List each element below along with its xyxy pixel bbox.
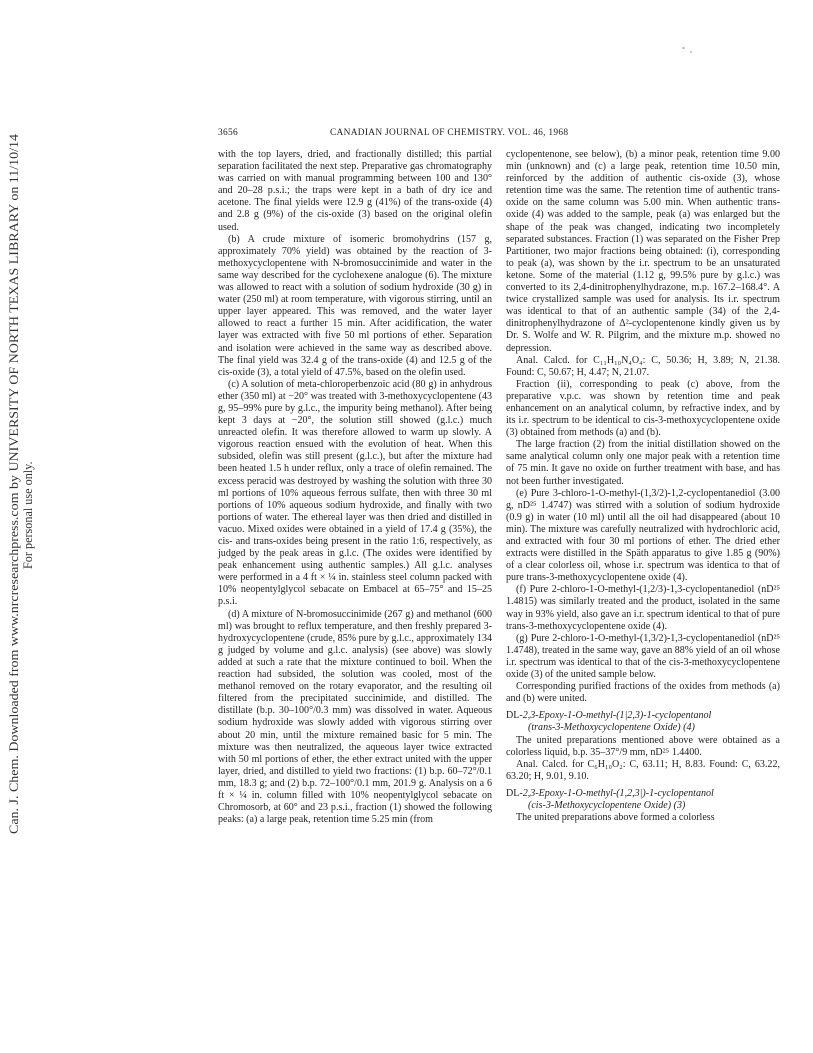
page-number: 3656 xyxy=(218,128,238,138)
scan-speck xyxy=(690,51,692,53)
paragraph: with the top layers, dried, and fractionally distilled; this partial separation facilitated the next step. Preparative gas chromatography was carried on with manual programming between 100 and 130° and 20–28 p.s.i.; the traps were kept in a bath of dry ice and acetone. The final yields were 12.9 g (41%) of the trans-oxide (4) and 2.8 g (9%) of the cis-oxide (3) based on the original olefin used. xyxy=(218,149,492,233)
paragraph: The large fraction (2) from the initial distillation showed on the same analytical column only one major peak with a retention time of 75 min. It gave no oxide on further treatment with base, and has not been further investigated. xyxy=(506,439,780,487)
journal-title: CANADIAN JOURNAL OF CHEMISTRY. VOL. 46, 1968 xyxy=(330,128,569,138)
section-heading-trans-oxide xyxy=(506,710,780,734)
analysis-line: Anal. Calcd. for C₆H₁₀O₂: C, 63.11; H, 8.83. Found: C, 63.22, 63.20; H, 9.01, 9.10. xyxy=(506,758,780,782)
paragraph: (b) A crude mixture of isomeric bromohydrins (157 g, approximately 70% yield) was obtained by the reaction of 3-methoxycyclopentene with N-bromosuccinimide and water in the same way described for the cyclohexene analogue (6). The mixture was allowed to react with a solution of sodium hydroxide (30 g) in water (250 ml) at room temperature, with vigorous stirring, until an upper layer appeared. This was removed, and the water layer allowed to react a further 15 min. After acidification, the water layer was extracted with five 50 ml portions of ether. Separation and isolation were achieved in the same way as described above. The final yield was 32.4 g of the trans-oxide (4) and 12.5 g of the cis-oxide (3), a total yield of 47.5%, based on the olefin used. xyxy=(218,233,492,378)
paragraph: Corresponding purified fractions of the oxides from methods (a) and (b) were united. xyxy=(506,681,780,705)
download-notice-line2: For personal use only. xyxy=(21,461,35,569)
download-notice-line1: Can. J. Chem. Downloaded from www.nrcresearchpress.com by UNIVERSITY OF NORTH TEXAS LIBRARY on 11/10/14 xyxy=(7,223,21,834)
heading-line1: -2,3-Epoxy-1-O-methyl-(1,2,3|)-1-cyclopentanol xyxy=(519,787,714,799)
analysis-line: Anal. Calcd. for C₁₁H₁₀N₄O₄: C, 50.36; H, 3.89; N, 21.38. Found: C, 50.67; H, 4.47; N, 21.07. xyxy=(506,354,780,378)
paragraph: The united preparations above formed a colorless xyxy=(516,812,715,824)
paragraph: Fraction (ii), corresponding to peak (c) above, from the preparative v.p.c. was shown by retention time and peak enhancement on an analytical column, by refractive index, and by its i.r. spectrum to be identical to cis-3-methoxycyclopentene oxide (3) obtained from methods (a) and (b). xyxy=(506,378,780,439)
heading-line1: -2,3-Epoxy-1-O-methyl-(1|2,3)-1-cyclopentanol xyxy=(519,710,712,722)
heading-prefix: DL xyxy=(506,787,520,799)
download-notice xyxy=(4,120,38,840)
running-header xyxy=(218,128,782,142)
paragraph: (c) A solution of meta-chloroperbenzoic acid (80 g) in anhydrous ether (350 ml) at −20° was treated with 3-methoxycyclopentene (43 g, 95–99% pure by g.l.c., the impurity being methanol). After being kept 3 days at −20°, the solution still showed (g.l.c.) much unreacted olefin. It was therefore allowed to warm up slowly. A vigorous reaction ensued with the evolution of heat. When this subsided, olefin was still present (g.l.c.), but after the mixture had been heated 1.5 h under reflux, only a trace of olefin remained. The excess peracid was destroyed by washing the solution with three 30 ml portions of 10% aqueous ferrous sulfate, then with three 30 ml portions of 10% aqueous sodium hydroxide, and finally with two portions of water. The ethereal layer was then dried and distilled in vacuo. Mixed oxides were obtained in a yield of 17.4 g (35%), the cis- and trans-oxides being present in the ratio 1:6, respectively, as judged by the peak areas in g.l.c. (The oxides were identified by peak enhancement using authentic samples.) All g.l.c. analyses were performed in a 4 ft × ¼ in. stainless steel column packed with 10% neopentylglycol sebacate on Embacel at 65–75° and 15–25 p.s.i. xyxy=(218,378,492,608)
scan-speck xyxy=(682,47,685,49)
left-column xyxy=(218,149,492,826)
heading-prefix: DL xyxy=(506,710,520,722)
section-heading-cis-oxide xyxy=(506,788,780,812)
heading-line2: (cis-3-Methoxycyclopentene Oxide) (3) xyxy=(528,799,686,811)
paragraph: (d) A mixture of N-bromosuccinimide (267 g) and methanol (600 ml) was brought to reflux temperature, and then freshly prepared 3-hydroxycyclopentene (crude, 85% pure by g.l.c., approximately 134 g judged by volume and g.l.c. analysis) (see above) was slowly added at such a rate that the mixture continued to boil. When the reaction had subsided, the solution was cooled, most of the methanol removed on the rotary evaporator, and the resulting oil filtered from the precipitated succinimide, and distilled. The distillate (b.p. 30–100°/0.3 mm) was dissolved in water. Aqueous sodium hydroxide was slowly added with vigorous stirring over about 20 min, until the mixture remained basic for 5 min. The mixture was then neutralized, the aqueous layer twice extracted with 50 ml portions of ether, the ether extract united with the upper layer, dried, and distilled to yield two fractions: (1) b.p. 60–72°/0.1 mm, 18.3 g; and (2) b.p. 72–100°/0.1 mm, 201.9 g. Analysis on a 6 ft × ¼ in. column filled with 10% neopentylglycol sebacate on Chromosorb, at 60° and 23 p.s.i., fraction (1) showed the following peaks: (a) a large peak, retention time 5.25 min (from xyxy=(218,608,492,826)
paragraph: (f) Pure 2-chloro-1-O-methyl-(1,2/3)-1,3-cyclopentanediol (nD²⁵ 1.4815) was similarly treated and the product, isolated in the same way in 93% yield, also gave an i.r. spectrum identical to that of pure trans-3-methoxycyclopentene oxide (4). xyxy=(506,584,780,632)
right-column xyxy=(506,149,780,824)
paragraph: cyclopentenone, see below), (b) a minor peak, retention time 9.00 min (unknown) and (c) a large peak, retention time 10.50 min, reinforced by the addition of authentic cis-oxide (3), whose retention time was the same. The retention time of authentic trans-oxide on the same column was 5.00 min. When authentic trans-oxide (4) was added to the sample, peak (a) was enlarged but the shape of the peak was changed, indicating two incompletely separated substances. Fraction (1) was separated on the Fisher Prep Partitioner, two major fractions being obtained: (i), corresponding to peak (a), was shown by the i.r. spectrum to be an unsaturated ketone. Some of the material (1.12 g, 99.5% pure by g.l.c.) was converted to its 2,4-dinitrophenylhydrazone, m.p. 167.2–168.4°. A twice crystallized sample was used for analysis. Its i.r. spectrum was identical to that of an authentic sample (34) of the 2,4-dinitrophenylhydrazone of Δ²-cyclopentenone kindly given us by Dr. S. Wolfe and W. R. Pilgrim, and the mixture m.p. showed no depression. xyxy=(506,149,780,354)
paragraph: (e) Pure 3-chloro-1-O-methyl-(1,3/2)-1,2-cyclopentanediol (3.00 g, nD²⁵ 1.4747) was stirred with a solution of sodium hydroxide (0.9 g) in water (10 ml) until all the oil had disappeared (about 10 min). The mixture was carefully neutralized with hydrochloric acid, and extracted with four 30 ml portions of ether. The dried ether extracts were distilled in the Späth apparatus to give 1.85 g (90%) of a clear colorless oil, whose i.r. spectrum was identica to that of pure trans-3-methoxycyclopentene oxide (4). xyxy=(506,487,780,584)
paragraph: (g) Pure 2-chloro-1-O-methyl-(1,3/2)-1,3-cyclopentanediol (nD²⁵ 1.4748), treated in the same way, gave an 88% yield of an oil whose i.r. spectrum was identical to that of the cis-3-methoxycyclopentene oxide (3) of the united sample below. xyxy=(506,632,780,681)
heading-line2: (trans-3-Methoxycyclopentene Oxide) (4) xyxy=(528,722,695,734)
paragraph: The united preparations mentioned above were obtained as a colorless liquid, b.p. 35–37°/9 mm, nD²⁵ 1.4400. xyxy=(506,734,780,758)
